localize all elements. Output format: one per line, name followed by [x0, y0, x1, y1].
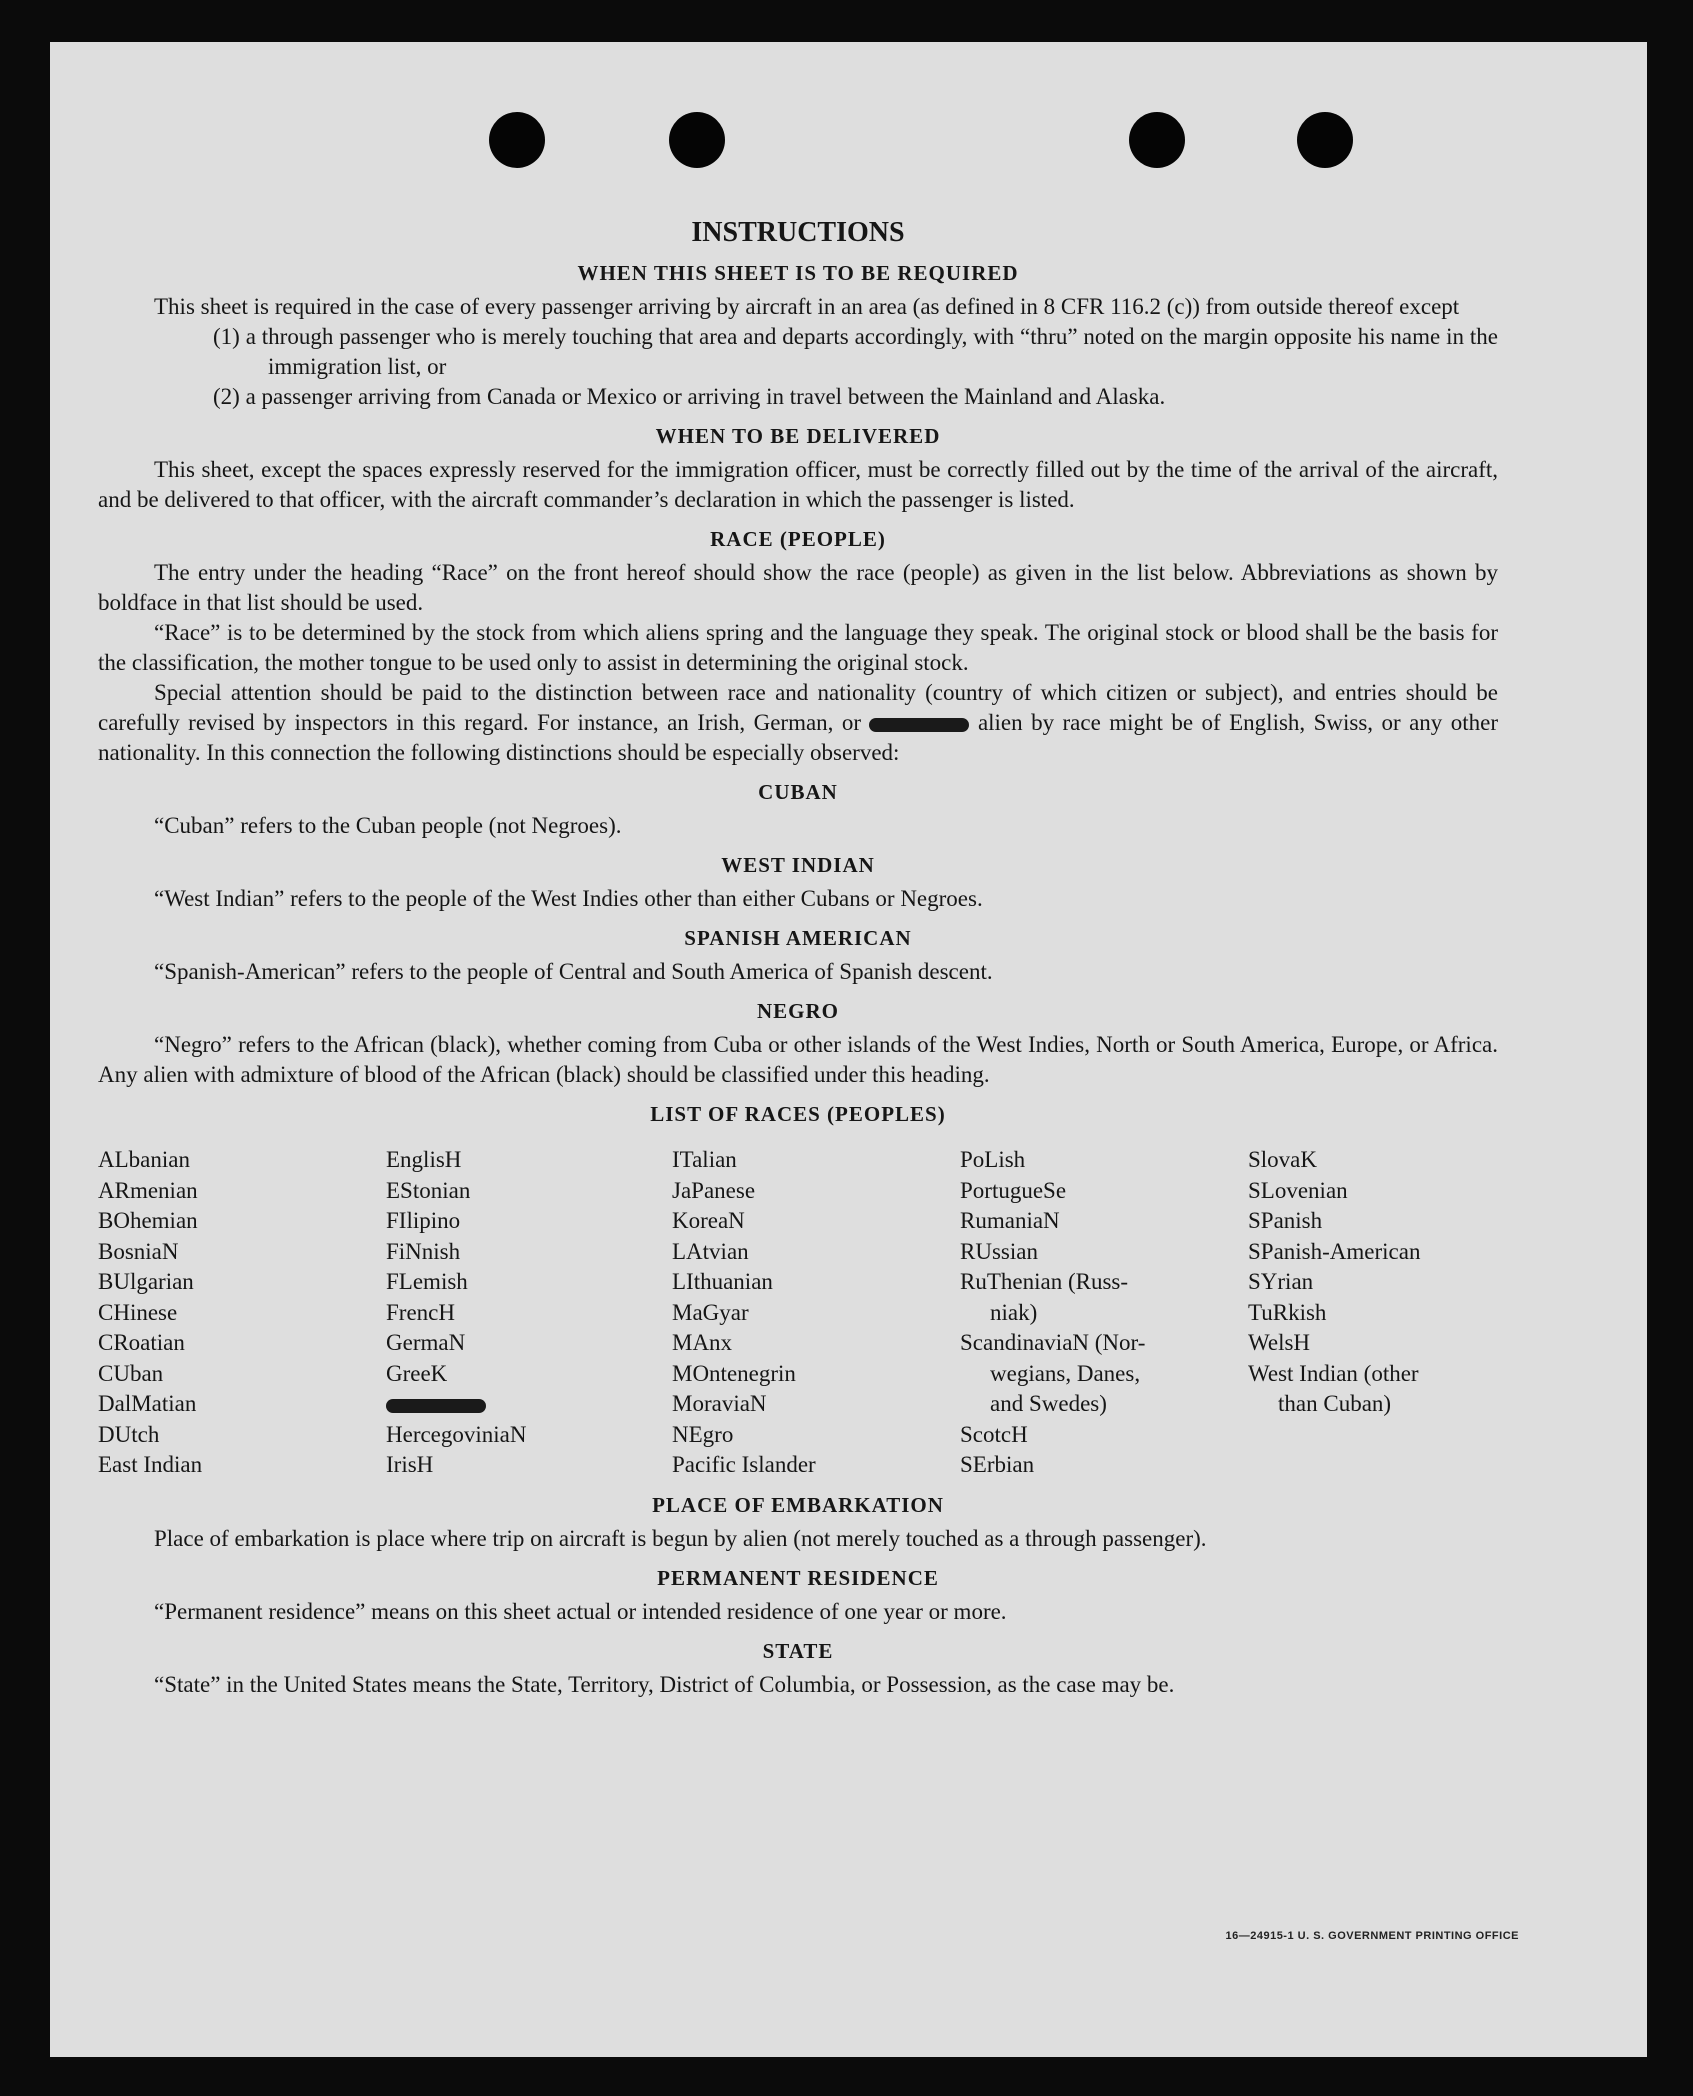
race-item: RUssian: [960, 1238, 1038, 1264]
race-item: DUtch: [98, 1421, 160, 1447]
exception-item-2: (2) a passenger arriving from Canada or Mexico or arriving in travel between the Mainland and Alaska.: [213, 384, 1166, 409]
race-item: ARmenian: [98, 1177, 198, 1203]
race-item: SYrian: [1248, 1269, 1314, 1294]
heading-negro: NEGRO: [756, 999, 839, 1023]
race-item: JaPanese: [672, 1177, 756, 1203]
heading-when-required: WHEN THIS SHEET IS TO BE REQUIRED: [577, 261, 1019, 285]
heading-state: STATE: [762, 1638, 834, 1663]
race-item: BUlgarian: [98, 1269, 194, 1294]
races-column-5: [1248, 1145, 1508, 1481]
heading-cuban: CUBAN: [758, 780, 838, 804]
race-item: CRoatian: [98, 1330, 185, 1355]
residence-text: “Permanent residence” means on this sheet actual or intended residence of one year or more.: [154, 1598, 1007, 1624]
race-item: Pacific Islander: [672, 1452, 816, 1477]
race-item: MaGyar: [672, 1299, 749, 1325]
race-item: RumaniaN: [960, 1208, 1060, 1233]
race-paragraph-3b: alien by race might be of English, Swiss, or any other nationality. In this connection the following distinctions should be especially observed:: [98, 710, 1499, 765]
race-item-continued: wegians, Danes,: [990, 1360, 1141, 1386]
race-item: SErbian: [960, 1452, 1035, 1477]
race-item: BOhemian: [98, 1208, 198, 1233]
heading-spanish-american: SPANISH AMERICAN: [684, 926, 912, 950]
race-item: CHinese: [98, 1299, 178, 1325]
race-item: GermaN: [386, 1330, 466, 1355]
heading-when-delivered: WHEN TO BE DELIVERED: [655, 424, 941, 448]
punch-hole: [1129, 112, 1185, 168]
heading-race: RACE (PEOPLE): [710, 527, 886, 551]
race-item: ALbanian: [98, 1147, 190, 1172]
document-sheet: [50, 42, 1647, 2057]
race-item: SPanish-American: [1248, 1238, 1421, 1264]
race-item: MOntenegrin: [672, 1360, 796, 1386]
negro-text: “Negro” refers to the African (black), whether coming from Cuba or other islands of the West Indies, North or South America, Europe, or Africa. Any alien with admixture of blood of the African (black) should be classified under this heading.: [98, 1032, 1498, 1087]
race-item: BosniaN: [98, 1238, 179, 1264]
exception-item-1: (1) a through passenger who is merely touching that area and departs accordingly, with “thru” noted on the margin opposite his name in the immigration list, or: [213, 324, 1498, 379]
punch-hole: [489, 112, 545, 168]
west-indian-text: “West Indian” refers to the people of the West Indies other than either Cubans or Negroes.: [154, 886, 983, 911]
redaction-mark: [869, 718, 969, 732]
race-item: West Indian (other: [1248, 1360, 1419, 1386]
race-item: FrencH: [386, 1299, 455, 1325]
race-item: LAtvian: [672, 1238, 749, 1264]
races-column-3: [672, 1145, 960, 1481]
spanish-american-text: “Spanish-American” refers to the people of Central and South America of Spanish descent.: [154, 959, 993, 984]
punch-hole: [1297, 112, 1353, 168]
race-item: MAnx: [672, 1330, 733, 1355]
race-item-continued: niak): [990, 1299, 1038, 1325]
race-item: SlovaK: [1248, 1147, 1317, 1172]
heading-permanent-residence: PERMANENT RESIDENCE: [657, 1565, 939, 1590]
races-list: [98, 1145, 1498, 1481]
race-item: TuRkish: [1248, 1299, 1327, 1325]
race-item: ScandinaviaN (Nor-: [960, 1330, 1146, 1355]
race-item: East Indian: [98, 1452, 203, 1477]
race-item: NEgro: [672, 1421, 734, 1447]
race-item: GreeK: [386, 1360, 448, 1386]
printing-office-code: 16—24915-1 U. S. GOVERNMENT PRINTING OFFICE: [1225, 1930, 1519, 1942]
heading-embarkation: PLACE OF EMBARKATION: [652, 1492, 944, 1517]
race-paragraph-3a: Special attention should be paid to the distinction between race and nationality (country of which citizen or subject), and entries should be carefully revised by inspectors in this regard. For instance, an Irish, German, or: [98, 680, 1498, 735]
race-item: ITalian: [672, 1147, 737, 1172]
race-item: RuThenian (Russ-: [960, 1269, 1129, 1294]
race-item: FLemish: [386, 1269, 468, 1294]
race-item: WelsH: [1248, 1330, 1311, 1355]
race-paragraph-1: The entry under the heading “Race” on the front hereof should show the race (people) as given in the list below. Abbreviations as shown by boldface in that list should be used.: [98, 560, 1498, 615]
cuban-text: “Cuban” refers to the Cuban people (not Negroes).: [154, 813, 622, 838]
state-text: “State” in the United States means the State, Territory, District of Columbia, or Possession, as the case may be.: [154, 1671, 1175, 1697]
heading-west-indian: WEST INDIAN: [721, 853, 875, 877]
race-item: EStonian: [386, 1177, 471, 1203]
race-item: IrisH: [386, 1452, 434, 1477]
race-item: LIthuanian: [672, 1269, 773, 1294]
race-item: KoreaN: [672, 1208, 745, 1233]
races-column-1: [98, 1145, 386, 1481]
race-item: SLovenian: [1248, 1177, 1348, 1203]
race-item: SPanish: [1248, 1208, 1323, 1233]
race-item: FiNnish: [386, 1238, 461, 1264]
race-item: HercegoviniaN: [386, 1421, 527, 1447]
race-paragraph-3: [98, 678, 1498, 768]
race-item-continued: and Swedes): [990, 1391, 1107, 1416]
embarkation-text: Place of embarkation is place where trip on aircraft is begun by alien (not merely touched as a through passenger).: [154, 1525, 1207, 1551]
race-item: ScotcH: [960, 1421, 1028, 1447]
redaction-mark: [386, 1399, 486, 1413]
races-column-4: [960, 1145, 1248, 1481]
races-column-2: [386, 1145, 672, 1481]
when-delivered-text: This sheet, except the spaces expressly reserved for the immigration officer, must be correctly filled out by the time of the arrival of the aircraft, and be delivered to that officer, with the aircraft commander’s declaration in which the passenger is listed.: [98, 457, 1498, 512]
race-item-redacted: [386, 1389, 672, 1420]
race-item: CUban: [98, 1360, 164, 1386]
race-item: DalMatian: [98, 1391, 197, 1416]
race-item: EnglisH: [386, 1147, 462, 1172]
page-title: INSTRUCTIONS: [691, 217, 905, 248]
punch-hole: [669, 112, 725, 168]
when-required-text: This sheet is required in the case of every passenger arriving by aircraft in an area (as defined in 8 CFR 116.2 (c)) from outside thereof except: [154, 294, 1460, 319]
race-item: MoraviaN: [672, 1391, 767, 1416]
race-item-continued: than Cuban): [1278, 1391, 1392, 1416]
race-item: PortugueSe: [960, 1177, 1067, 1203]
instructions-content: [98, 177, 1498, 1700]
race-paragraph-2: “Race” is to be determined by the stock from which aliens spring and the language they speak. The original stock or blood shall be the basis for the classification, the mother tongue to be used only to assist in determining the original stock.: [98, 620, 1498, 675]
heading-list-of-races: LIST OF RACES (PEOPLES): [650, 1102, 946, 1126]
race-item: FIlipino: [386, 1208, 461, 1233]
race-item: PoLish: [960, 1147, 1026, 1172]
